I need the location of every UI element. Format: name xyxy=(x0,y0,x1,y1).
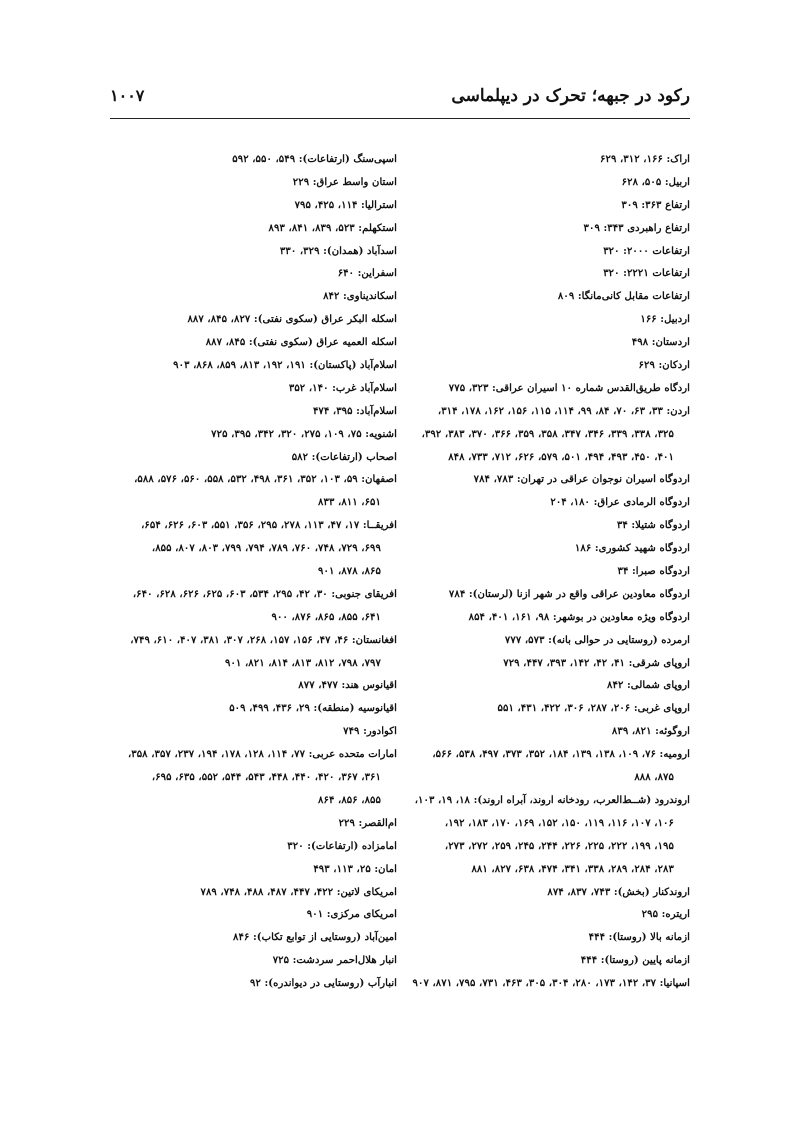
index-entry: اسپی‌سنگ (ارتفاعات): ۵۴۹، ۵۵۰، ۵۹۲ xyxy=(232,153,397,165)
page-header xyxy=(110,86,690,112)
index-entry: انبار هلال‌احمر سردشت: ۷۲۵ xyxy=(272,954,397,967)
index-entry: استرالیا: ۱۱۴، ۴۲۵، ۷۹۵ xyxy=(294,198,397,211)
index-entry: اشنویه: ۷۵، ۱۰۹، ۲۷۵، ۳۲۰، ۳۴۲، ۳۹۵، ۷۲۵ xyxy=(211,427,397,440)
index-entry-continuation: ۸۷۵، ۸۸۸ xyxy=(634,771,674,784)
index-entry-continuation: ۶۵۱، ۸۱۱، ۸۳۳ xyxy=(318,496,381,509)
index-entry: اردگاه طریق‌القدس شماره ۱۰ اسیران عراقی: ۳۲۳، ۷۷۵ xyxy=(448,381,690,394)
index-entry: اردوگاه شتیلا: ۳۴ xyxy=(616,519,690,532)
index-entry: اردوگاه ویژه معاودین در بوشهر: ۹۸، ۱۶۱، ۴۰۱، ۸۵۴ xyxy=(468,610,690,623)
running-title: رکود در جبهه؛ تحرک در دیپلماسی xyxy=(451,86,690,106)
index-entry: اروگوئه: ۸۲۱، ۸۳۹ xyxy=(611,725,690,738)
index-column-left xyxy=(110,148,397,995)
index-entry: امارات متحده عربی: ۷۷، ۱۱۴، ۱۲۸، ۱۷۸، ۱۹۴، ۲۳۷، ۳۵۷، ۳۵۸، xyxy=(127,748,397,761)
index-entry: اسدآباد (همدان): ۳۲۹، ۳۳۰ xyxy=(279,244,397,257)
index-entry-continuation: ۶۹۹، ۷۲۹، ۷۴۸، ۷۶۰، ۷۸۹، ۷۹۴، ۷۹۹، ۸۰۳، ۸۰۷، ۸۵۵، xyxy=(151,542,381,555)
index-entry: ارتفاعات ۲۲۲۱: ۳۲۰ xyxy=(603,267,690,280)
index-entry: اسلام‌آباد: ۳۹۵، ۴۷۴ xyxy=(312,404,397,417)
index-entry: اسکاندیناوی: ۸۴۲ xyxy=(323,290,397,303)
index-entry: اصفهان: ۵۹، ۱۰۳، ۳۵۲، ۳۶۱، ۴۹۸، ۵۳۲، ۵۵۸، ۵۶۰، ۵۷۶، ۵۸۸، xyxy=(134,473,397,486)
index-entry: امریکای مرکزی: ۹۰۱ xyxy=(306,908,397,921)
index-entry: اردستان: ۴۹۸ xyxy=(631,336,690,349)
index-entry: ارتفاعات ۲۰۰۰: ۳۲۰ xyxy=(603,244,690,257)
index-entry: امان: ۲۵، ۱۱۳، ۴۹۳ xyxy=(313,862,397,875)
index-entry: اروميه: ۷۶، ۱۰۹، ۱۳۸، ۱۳۹، ۱۸۴، ۳۵۲، ۳۷۳، ۴۹۷، ۵۳۸، ۵۶۶، xyxy=(432,748,690,761)
index-entry: اردوگاه اسیران نوجوان عراقی در تهران: ۷۸۳، ۷۸۴ xyxy=(473,473,690,486)
index-entry: استکهلم: ۵۲۳، ۸۳۹، ۸۴۱، ۸۹۳ xyxy=(268,221,397,234)
index-entry: اروپای شمالی: ۸۴۲ xyxy=(607,679,690,692)
index-entry: امامزاده (ارتفاعات): ۳۲۰ xyxy=(287,839,397,852)
index-entry: اراک: ۱۶۶، ۳۱۲، ۶۲۹ xyxy=(600,153,690,165)
index-entry: اقیانوس هند: ۴۷۷، ۸۷۷ xyxy=(298,679,397,692)
index-entry-continuation: ۸۶۵، ۸۷۸، ۹۰۱ xyxy=(318,565,381,578)
index-entry: افریقــا: ۱۷، ۴۷، ۱۱۳، ۲۷۸، ۲۹۵، ۳۵۶، ۵۵۱، ۶۰۳، ۶۲۶، ۶۵۴، xyxy=(141,519,397,532)
index-entry: اروپای شرقی: ۴۱، ۴۲، ۱۴۲، ۳۹۳، ۴۴۷، ۷۲۹ xyxy=(503,656,690,669)
index-entry: ازمانه بالا (روستا): ۴۴۴ xyxy=(588,931,690,944)
index-entry: اقیانوسیه (منطقه): ۲۹، ۴۳۶، ۴۹۹، ۵۰۹ xyxy=(229,702,397,715)
index-entry: اردوگاه معاودین عراقی واقع در شهر ازنا (لرستان): ۷۸۴ xyxy=(448,587,690,600)
index-entry: ارتفاعات مقابل کانی‌مانگا: ۸۰۹ xyxy=(557,290,690,303)
index-entry: اریتره: ۲۹۵ xyxy=(641,908,690,921)
index-column-right xyxy=(403,148,690,995)
index-entry-continuation: ۱۰۶، ۱۰۷، ۱۱۶، ۱۱۹، ۱۵۰، ۱۵۲، ۱۶۹، ۱۷۰، ۱۸۳، ۱۹۲، xyxy=(444,816,674,829)
index-entry-continuation: ۳۶۱، ۳۶۷، ۴۲۰، ۴۴۰، ۴۴۸، ۵۴۳، ۵۴۴، ۵۵۲، ۶۳۵، ۶۹۵، xyxy=(151,771,381,784)
index-entry-continuation: ۲۸۳، ۲۸۴، ۲۸۹، ۳۳۸، ۳۴۱، ۴۷۴، ۶۳۸، ۸۲۷، ۸۸۱ xyxy=(471,862,674,875)
index-entry: ارمرده (روستایی در حوالی بانه): ۵۷۳، ۷۷۷ xyxy=(504,633,690,646)
index-entry: اسپانیا: ۳۷، ۱۴۲، ۱۷۳، ۲۸۰، ۳۰۴، ۳۰۵، ۴۶۳، ۷۳۱، ۷۹۵، ۸۷۱، ۹۰۷ xyxy=(412,977,690,990)
index-entry-continuation: ۸۵۵، ۸۵۶، ۸۶۴ xyxy=(318,793,381,806)
index-entry: اردکان: ۶۲۹ xyxy=(638,359,690,372)
index-entry: اردوگاه شهید کشوری: ۱۸۶ xyxy=(574,542,690,555)
index-entry: اردوگاه الرمادی عراق: ۱۸۰، ۲۰۴ xyxy=(550,496,690,509)
index-entry: اروپای غربی: ۲۰۶، ۲۸۷، ۳۰۶، ۴۲۲، ۴۳۱، ۵۵۱ xyxy=(497,702,690,715)
index-entry: اکوادور: ۷۴۹ xyxy=(343,725,397,738)
index-entry: اسفراین: ۶۴۰ xyxy=(337,267,397,280)
header-rule xyxy=(110,118,690,119)
index-entry-continuation: ۶۴۱، ۸۵۵، ۸۶۵، ۸۷۶، ۹۰۰ xyxy=(271,610,381,623)
index-entry: استان واسط عراق: ۲۲۹ xyxy=(292,175,397,188)
index-entry: ازمانه پایین (روستا): ۴۴۴ xyxy=(580,954,690,967)
index-entry: اروندکنار (بخش): ۷۴۳، ۸۳۷، ۸۷۴ xyxy=(547,885,690,898)
index-entry: اسلام‌آباد غرب: ۱۴۰، ۳۵۲ xyxy=(288,381,397,394)
index-entry: اسلام‌آباد (پاکستان): ۱۹۱، ۱۹۲، ۸۱۳، ۸۵۹، ۸۶۸، ۹۰۳ xyxy=(173,359,397,372)
page-number: ۱۰۰۷ xyxy=(110,86,145,105)
index-entry-continuation: ۴۰۱، ۴۵۰، ۴۹۳، ۴۹۴، ۵۰۱، ۵۷۹، ۶۲۶، ۷۱۲، ۷۳۳، ۸۴۸ xyxy=(448,450,674,463)
index-entry: افریقای جنوبی: ۳۰، ۴۲، ۲۹۵، ۵۳۴، ۶۰۳، ۶۲۵، ۶۲۶، ۶۲۸، ۶۴۰، xyxy=(132,587,397,600)
index-entry: ارتفاع ۳۶۳: ۳۰۹ xyxy=(621,198,690,211)
index-entry-continuation: ۱۹۵، ۱۹۹، ۲۲۲، ۲۲۵، ۲۲۶، ۲۴۴، ۲۴۵، ۲۵۹، ۲۷۲، ۲۷۳، xyxy=(444,839,674,852)
index-entry: انبارآب (روستایی در دیواندره): ۹۲ xyxy=(250,977,397,990)
index-entry: اصحاب (ارتفاعات): ۵۸۲ xyxy=(291,450,397,463)
index-entry: اروندرود (شــط‌العرب، رودخانه اروند، آبراه اروند): ۱۸، ۱۹، ۱۰۳، xyxy=(414,793,690,806)
index-entry: اردبیل: ۱۶۶ xyxy=(640,313,690,326)
index-entry: اردن: ۳۳، ۶۳، ۷۰، ۸۴، ۹۹، ۱۱۴، ۱۱۵، ۱۵۶، ۱۶۲، ۱۷۸، ۳۱۴، xyxy=(437,404,690,417)
index-entry: اسکله العمیه عراق (سکوی نفتی): ۸۴۵، ۸۸۷ xyxy=(205,336,397,349)
index-entry: اربیل: ۵۰۵، ۶۲۸ xyxy=(621,175,690,188)
index-entry: افغانستان: ۴۶، ۴۷، ۱۵۶، ۱۵۷، ۲۶۸، ۳۰۷، ۳۸۱، ۴۰۷، ۶۱۰، ۷۴۹، xyxy=(130,633,397,646)
index-entry: اردوگاه صبرا: ۳۴ xyxy=(617,565,690,578)
index-entry: امین‌آباد (روستایی از توابع تکاب): ۸۴۶ xyxy=(233,931,397,944)
index-entry-continuation: ۷۹۷، ۷۹۸، ۸۱۲، ۸۱۳، ۸۱۴، ۸۲۱، ۹۰۱ xyxy=(224,656,381,669)
index-entry: اسکله البکر عراق (سکوی نفتی): ۸۲۷، ۸۴۵، ۸۸۷ xyxy=(187,313,397,326)
index-entry: امریکای لاتین: ۴۲۲، ۴۴۷، ۴۸۷، ۴۸۸، ۷۴۸، ۷۸۹ xyxy=(200,885,397,898)
index-entry: ارتفاع راهبردی ۳۴۳: ۳۰۹ xyxy=(583,221,690,234)
index-entry: ام‌القصر: ۲۲۹ xyxy=(338,816,397,829)
index-entry-continuation: ۳۲۵، ۳۳۸، ۳۳۹، ۳۴۶، ۳۴۷، ۳۵۸، ۳۵۹، ۳۶۶، ۳۷۰، ۳۸۳، ۳۹۲، xyxy=(421,427,674,440)
